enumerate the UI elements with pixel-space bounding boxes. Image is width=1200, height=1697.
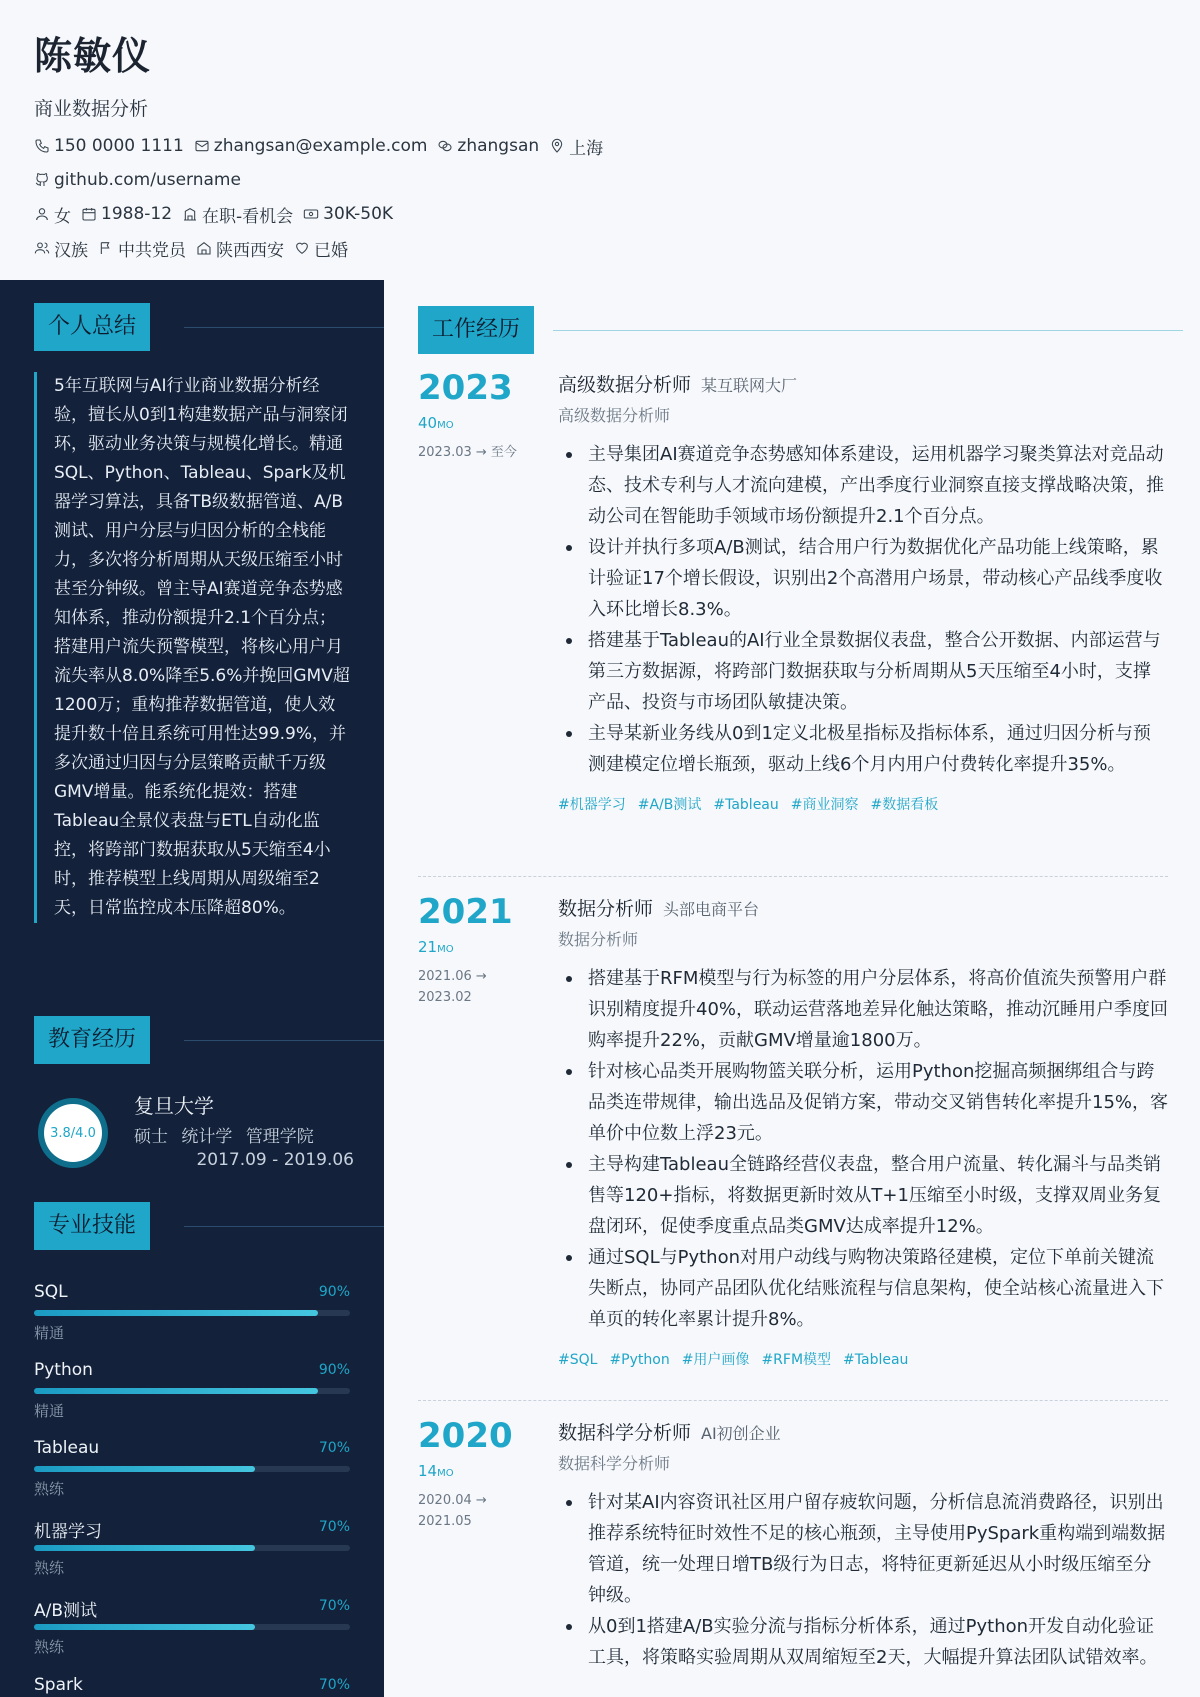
heart-icon xyxy=(294,240,310,256)
skill-name: 机器学习 xyxy=(34,1522,102,1542)
gender-item xyxy=(34,202,71,227)
skill-item xyxy=(34,1675,350,1697)
resume-header xyxy=(34,30,1164,260)
calendar-icon xyxy=(81,206,97,222)
job-months-unit: MO xyxy=(437,420,454,431)
job-bullet: 搭建基于Tableau的AI行业全景数据仪表盘，整合公开数据、内部运营与第三方数据源，将跨部门数据获取与分析周期从5天压缩至4小时，支撑产品、投资与市场团队敏捷决策。 xyxy=(558,625,1168,718)
status-item xyxy=(182,202,293,227)
marital-item xyxy=(294,236,348,261)
skill-bar-track xyxy=(34,1624,350,1630)
job-tags xyxy=(558,794,1168,814)
job-bullet: 针对某AI内容资讯社区用户留存疲软问题，分析信息流消费路径，识别出推荐系统特征时效性不足的核心瓶颈，主导使用PySpark重构端到端数据管道，统一处理日增TB级行为日志，将特征更新延迟从小时级压缩至分钟级。 xyxy=(558,1487,1168,1611)
skill-item xyxy=(34,1360,350,1430)
skill-percent: 90% xyxy=(318,1284,350,1300)
school-name: 复旦大学 xyxy=(134,1094,214,1118)
target-role: 商业数据分析 xyxy=(34,98,149,120)
job-year: 2020 xyxy=(418,1416,513,1456)
city-item xyxy=(549,134,603,159)
job-tag: #机器学习 xyxy=(558,797,626,813)
skill-percent: 70% xyxy=(318,1598,350,1614)
skill-level: 精通 xyxy=(34,1402,65,1420)
job-title: 数据分析师 xyxy=(558,898,654,920)
salary-item xyxy=(303,204,393,224)
skill-percent: 70% xyxy=(318,1677,350,1693)
party-text: 中共党员 xyxy=(118,240,186,261)
candidate-name: 陈敏仪 xyxy=(34,34,152,78)
job-company: 头部电商平台 xyxy=(663,900,760,919)
skill-item xyxy=(34,1282,350,1352)
money-icon xyxy=(303,206,319,222)
job-period: 2020.04 → 2021.05 xyxy=(418,1493,487,1529)
skill-name: Spark xyxy=(34,1675,83,1695)
user-icon xyxy=(34,206,50,222)
job-months-unit: MO xyxy=(437,1468,454,1479)
job-months: 40 xyxy=(418,414,438,432)
degree-line xyxy=(134,1122,314,1147)
github-item[interactable] xyxy=(34,170,241,190)
job-title-row xyxy=(558,372,1168,399)
job-months-unit: MO xyxy=(437,944,454,955)
skill-name: Tableau xyxy=(34,1438,100,1458)
wechat-item xyxy=(437,136,539,156)
job-duration xyxy=(418,414,454,432)
work-section-header xyxy=(418,306,534,354)
skill-bar-fill xyxy=(34,1388,318,1394)
major: 统计学 xyxy=(181,1127,233,1147)
mail-icon xyxy=(194,138,210,154)
job-content xyxy=(558,896,1168,1369)
summary-section-header xyxy=(34,304,150,350)
job-duration xyxy=(418,938,454,956)
job-title-row xyxy=(558,896,1168,923)
ethnicity-item xyxy=(34,236,88,261)
birth-text: 1988-12 xyxy=(101,204,173,224)
skill-level: 熟练 xyxy=(34,1480,65,1498)
work-title-rule xyxy=(553,330,1183,331)
skill-item xyxy=(34,1596,350,1666)
job-subtitle: 数据分析师 xyxy=(558,930,639,949)
skill-percent: 70% xyxy=(318,1519,350,1535)
education-dates: 2017.09 - 2019.06 xyxy=(196,1150,354,1170)
gpa-badge xyxy=(38,1098,108,1168)
skills-title: 专业技能 xyxy=(34,1202,150,1250)
skill-bar-track xyxy=(34,1388,350,1394)
flag-icon xyxy=(98,240,114,256)
job-period: 2021.06 → 2023.02 xyxy=(418,969,487,1005)
job-months: 14 xyxy=(418,1462,438,1480)
job-bullet: 针对核心品类开展购物篮关联分析，运用Python挖掘高频捆绑组合与跨品类连带规律，输出选品及促销方案，带动交叉销售转化率提升15%，客单价中位数上浮23元。 xyxy=(558,1056,1168,1149)
city-text: 上海 xyxy=(569,138,604,159)
work-title: 工作经历 xyxy=(418,306,534,354)
summary-title: 个人总结 xyxy=(34,303,150,351)
job-year: 2023 xyxy=(418,368,513,408)
job-bullet: 主导构建Tableau全链路经营仪表盘，整合用户流量、转化漏斗与品类销售等120+指标，将数据更新时效从T+1压缩至小时级，支撑双周业务复盘闭环，促使季度重点品类GMV达成率提升12%。 xyxy=(558,1149,1168,1242)
job-bullets xyxy=(558,439,1168,780)
job-bullets xyxy=(558,1487,1168,1673)
job-bullets xyxy=(558,963,1168,1335)
location-pin-icon xyxy=(549,138,565,154)
job-title-row xyxy=(558,1420,1168,1447)
skill-bar-track xyxy=(34,1310,350,1316)
phone-icon xyxy=(34,138,50,154)
party-item xyxy=(98,236,186,261)
contact-line xyxy=(34,134,1164,158)
salary-text: 30K-50K xyxy=(323,204,394,224)
job-tag: #Tableau xyxy=(713,797,779,813)
job-title: 数据科学分析师 xyxy=(558,1422,692,1444)
job-tag: #A/B测试 xyxy=(637,797,702,813)
education-section-header xyxy=(34,1017,150,1063)
personal-line-1 xyxy=(34,202,1164,226)
job-content xyxy=(558,1420,1168,1673)
summary-title-rule xyxy=(184,327,384,328)
skill-percent: 70% xyxy=(318,1440,350,1456)
job-tag: #SQL xyxy=(558,1352,598,1368)
job-bullet: 设计并执行多项A/B测试，结合用户行为数据优化产品功能上线策略，累计验证17个增长假设，识别出2个高潜用户场景，带动核心产品线季度收入环比增长8.3%。 xyxy=(558,532,1168,625)
summary-text: 5年互联网与AI行业商业数据分析经验，擅长从0到1构建数据产品与洞察闭环，驱动业务决策与规模化增长。精通SQL、Python、Tableau、Spark及机器学习算法，具备TB级数据管道、A/B测试、用户分层与归因分析的全栈能力，多次将分析周期从天级压缩至小时甚至分钟级。曾主导AI赛道竞争态势感知体系，推动份额提升2.1个百分点；搭建用户流失预警模型，将核心用户月流失率从8.0%降至5.6%并挽回GMV超1200万；重构推荐数据管道，使人效提升数十倍且系统可用性达99.9%，并多次通过归因与分层策略贡献千万级GMV增量。能系统化提效：搭建Tableau全景仪表盘与ETL自动化监控，将跨部门数据获取从5天缩至4小时，推荐模型上线周期从周级缩至2天，日常监控成本压降超80%。 xyxy=(34,372,350,923)
phone-item xyxy=(34,136,184,156)
personal-line-2 xyxy=(34,236,1164,260)
building-icon xyxy=(182,206,198,222)
job-tag: #Python xyxy=(609,1352,670,1368)
skill-item xyxy=(34,1517,350,1587)
github-line xyxy=(34,168,1164,192)
email-item[interactable] xyxy=(194,136,428,156)
job-content xyxy=(558,372,1168,814)
home-icon xyxy=(196,240,212,256)
skill-percent: 90% xyxy=(318,1362,350,1378)
job-bullet: 主导集团AI赛道竞争态势感知体系建设，运用机器学习聚类算法对竞品动态、技术专利与人才流向建模，产出季度行业洞察直接支撑战略决策，推动公司在智能助手领域市场份额提升2.1个百分点。 xyxy=(558,439,1168,532)
job-year: 2021 xyxy=(418,892,513,932)
wechat-text: zhangsan xyxy=(457,136,540,156)
skill-bar-track xyxy=(34,1545,350,1551)
skill-bar-track xyxy=(34,1466,350,1472)
hometown-text: 陕西西安 xyxy=(216,240,284,261)
github-icon xyxy=(34,172,50,188)
job-subtitle: 高级数据分析师 xyxy=(558,406,671,425)
job-tag: #商业洞察 xyxy=(790,797,859,813)
github-text[interactable]: github.com/username xyxy=(54,170,241,190)
education-entry xyxy=(34,1090,354,1180)
phone-text: 150 0000 1111 xyxy=(54,136,184,156)
ethnicity-text: 汉族 xyxy=(54,240,88,261)
job-tag: #RFM模型 xyxy=(761,1352,832,1368)
skill-name: A/B测试 xyxy=(34,1601,98,1621)
job-divider xyxy=(418,1400,1168,1401)
job-bullet: 通过SQL与Python对用户动线与购物决策路径建模，定位下单前关键流失断点，协同产品团队优化结账流程与信息架构，使全站核心流量进入下单页的转化率累计提升8%。 xyxy=(558,1242,1168,1335)
skill-level: 精通 xyxy=(34,1324,65,1342)
job-duration xyxy=(418,1462,454,1480)
status-text: 在职-看机会 xyxy=(202,206,294,227)
job-divider xyxy=(418,876,1168,877)
skill-bar-fill xyxy=(34,1624,255,1630)
job-title: 高级数据分析师 xyxy=(558,374,692,396)
skill-bar-fill xyxy=(34,1310,318,1316)
job-period: 2023.03 → 至今 xyxy=(418,445,517,460)
job-subtitle: 数据科学分析师 xyxy=(558,1454,671,1473)
wechat-icon xyxy=(437,138,453,154)
birth-item xyxy=(81,204,172,224)
job-months: 21 xyxy=(418,938,438,956)
job-company: 某互联网大厂 xyxy=(701,376,798,395)
email-text[interactable]: zhangsan@example.com xyxy=(213,136,428,156)
skill-name: Python xyxy=(34,1360,93,1380)
gpa-text: 3.8/4.0 xyxy=(44,1104,102,1162)
job-bullet: 搭建基于RFM模型与行为标签的用户分层体系，将高价值流失预警用户群识别精度提升40%，联动运营落地差异化触达策略，推动沉睡用户季度回购率提升22%，贡献GMV增量逾1800万。 xyxy=(558,963,1168,1056)
skill-level: 熟练 xyxy=(34,1559,65,1577)
skill-bar-fill xyxy=(34,1466,255,1472)
job-tags xyxy=(558,1349,1168,1369)
job-tag: #Tableau xyxy=(843,1352,909,1368)
skills-section-header xyxy=(34,1203,150,1249)
skills-title-rule xyxy=(184,1226,384,1227)
education-title: 教育经历 xyxy=(34,1016,150,1064)
college: 管理学院 xyxy=(245,1127,314,1147)
job-tag: #数据看板 xyxy=(870,797,939,813)
job-bullet: 从0到1搭建A/B实验分流与指标分析体系，通过Python开发自动化验证工具，将策略实验周期从双周缩短至2天，大幅提升算法团队试错效率。 xyxy=(558,1611,1168,1673)
skill-name: SQL xyxy=(34,1282,68,1302)
education-title-rule xyxy=(184,1040,384,1041)
skill-level: 熟练 xyxy=(34,1638,65,1656)
gender-text: 女 xyxy=(54,206,71,227)
sidebar xyxy=(0,280,384,1697)
hometown-item xyxy=(196,236,284,261)
skill-bar-fill xyxy=(34,1545,255,1551)
degree: 硕士 xyxy=(134,1127,168,1147)
marital-text: 已婚 xyxy=(314,240,348,261)
skill-item xyxy=(34,1438,350,1508)
job-bullet: 主导某新业务线从0到1定义北极星指标及指标体系，通过归因分析与预测建模定位增长瓶颈，驱动上线6个月内用户付费转化率提升35%。 xyxy=(558,718,1168,780)
users-icon xyxy=(34,240,50,256)
job-tag: #用户画像 xyxy=(681,1352,750,1368)
job-company: AI初创企业 xyxy=(701,1424,781,1443)
